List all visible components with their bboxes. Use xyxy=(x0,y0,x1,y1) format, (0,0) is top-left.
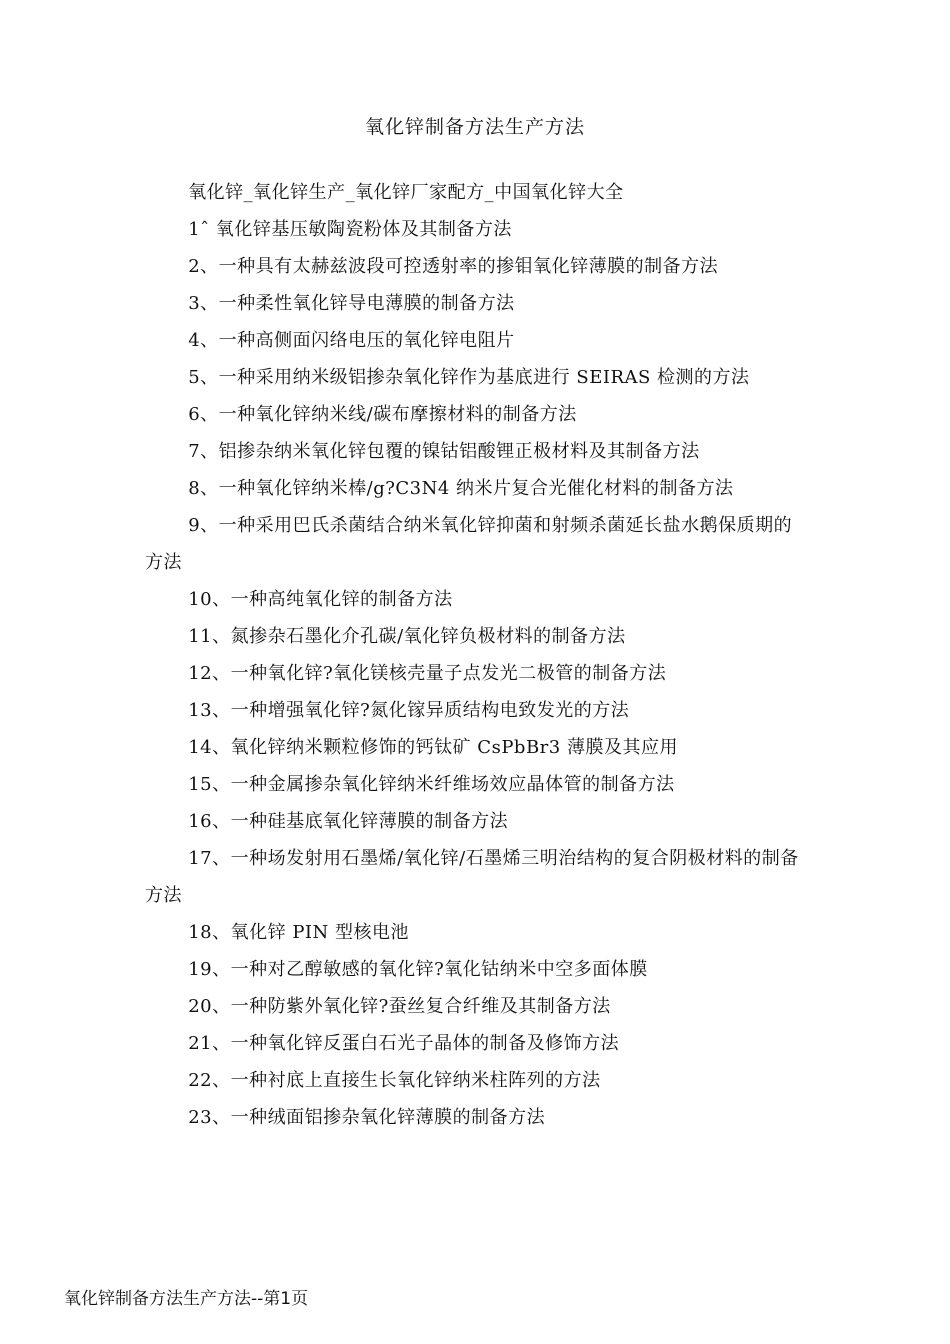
list-item: 5、一种采用纳米级铝掺杂氧化锌作为基底进行 SEIRAS 检测的方法 xyxy=(188,367,750,388)
document-title: 氧化锌制备方法生产方法 xyxy=(364,116,585,138)
list-item: 16、一种硅基底氧化锌薄膜的制备方法 xyxy=(188,811,509,832)
list-item: 11、氮掺杂石墨化介孔碳/氧化锌负极材料的制备方法 xyxy=(188,626,626,647)
list-item: 21、一种氧化锌反蛋白石光子晶体的制备及修饰方法 xyxy=(188,1033,620,1054)
list-item: 23、一种绒面铝掺杂氧化锌薄膜的制备方法 xyxy=(188,1107,546,1128)
list-item: 14、氧化锌纳米颗粒修饰的钙钛矿 CsPbBr3 薄膜及其应用 xyxy=(188,737,678,758)
list-item: 2、一种具有太赫兹波段可控透射率的掺钼氧化锌薄膜的制备方法 xyxy=(188,256,719,277)
list-item: 13、一种增强氧化锌?氮化镓异质结构电致发光的方法 xyxy=(188,700,630,721)
page-footer: 氧化锌制备方法生产方法--第1页 xyxy=(64,1289,309,1309)
list-item: 7、铝掺杂纳米氧化锌包覆的镍钴铝酸锂正极材料及其制备方法 xyxy=(188,441,700,462)
list-item: 19、一种对乙醇敏感的氧化锌?氧化钴纳米中空多面体膜 xyxy=(188,959,648,980)
intro-line: 氧化锌_氧化锌生产_氧化锌厂家配方_中国氧化锌大全 xyxy=(188,182,624,203)
document-body xyxy=(145,174,810,1136)
list-item: 18、氧化锌 PIN 型核电池 xyxy=(188,922,410,943)
list-item: 20、一种防紫外氧化锌?蚕丝复合纤维及其制备方法 xyxy=(188,996,611,1017)
list-item: 22、一种衬底上直接生长氧化锌纳米柱阵列的方法 xyxy=(188,1070,601,1091)
list-item: 15、一种金属掺杂氧化锌纳米纤维场效应晶体管的制备方法 xyxy=(188,774,675,795)
list-item: 6、一种氧化锌纳米线/碳布摩擦材料的制备方法 xyxy=(188,404,577,425)
list-item: 3、一种柔性氧化锌导电薄膜的制备方法 xyxy=(188,293,515,314)
list-item: 9、一种采用巴氏杀菌结合纳米氧化锌抑菌和射频杀菌延长盐水鹅保质期的方法 xyxy=(145,515,793,573)
list-item: 8、一种氧化锌纳米棒/g?C3N4 纳米片复合光催化材料的制备方法 xyxy=(188,478,734,499)
list-item: 4、一种高侧面闪络电压的氧化锌电阻片 xyxy=(188,330,515,351)
list-item: 1ˆ 氧化锌基压敏陶瓷粉体及其制备方法 xyxy=(188,219,512,240)
list-item: 17、一种场发射用石墨烯/氧化锌/石墨烯三明治结构的复合阴极材料的制备方法 xyxy=(145,848,799,906)
list-item: 12、一种氧化锌?氧化镁核壳量子点发光二极管的制备方法 xyxy=(188,663,667,684)
list-item: 10、一种高纯氧化锌的制备方法 xyxy=(188,589,453,610)
